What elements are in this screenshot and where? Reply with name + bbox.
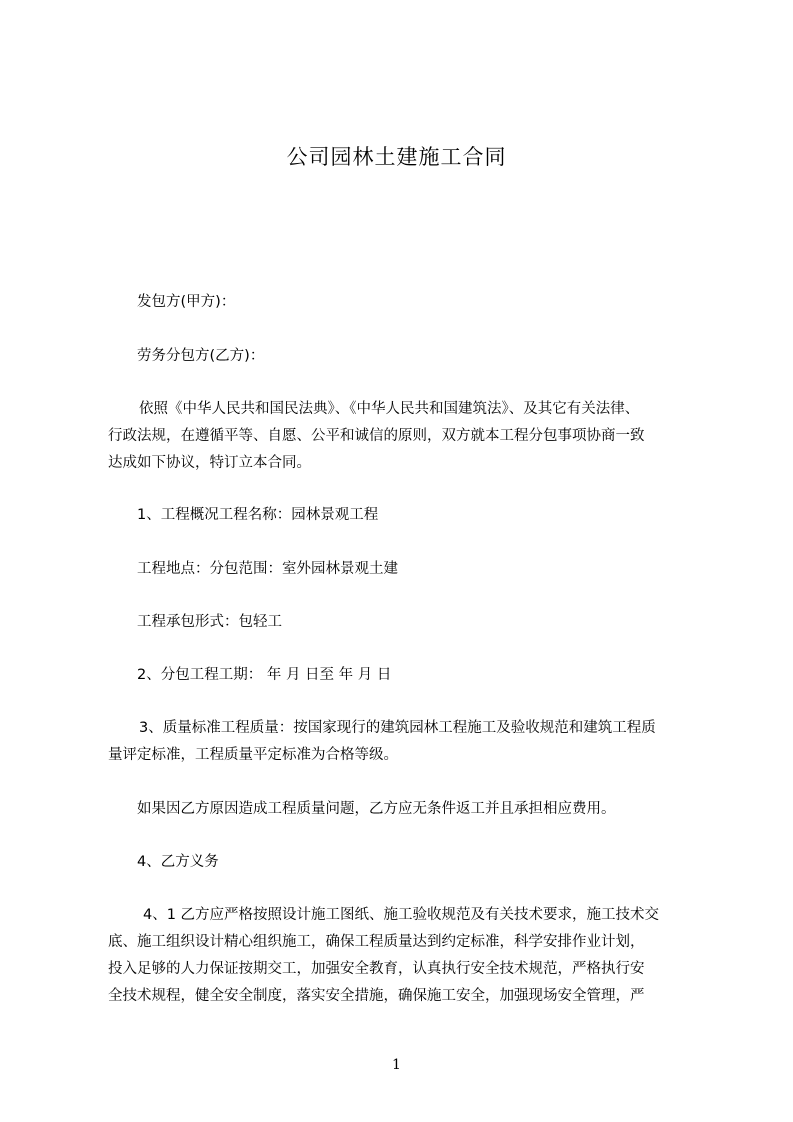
obligations-heading: 4、乙方义务	[137, 854, 219, 870]
quality-line-2: 量评定标准，工程质量平定标准为合格等级。	[108, 747, 398, 763]
party-b-line: 劳务分包方(乙方)：	[137, 348, 265, 364]
contract-form-line: 工程承包形式：包轻工	[137, 614, 282, 630]
obligation-line-2: 底、施工组织设计精心组织施工，确保工程质量达到约定标准，科学安排作业计划，	[108, 934, 645, 950]
project-name-line: 1、工程概况工程名称：园林景观工程	[137, 507, 379, 523]
document-title: 公司园林土建施工合同	[286, 145, 507, 169]
duration-line: 2、分包工程工期： 年 月 日至 年 月 日	[137, 667, 392, 683]
obligation-line-1: 4、1 乙方应严格按照设计施工图纸、施工验收规范及有关技术要求，施工技术交	[143, 907, 660, 923]
preamble-line-1: 依照《中华人民共和国民法典》、《中华人民共和国建筑法》、及其它有关法律、	[139, 401, 640, 417]
quality-line-1: 3、质量标准工程质量：按国家现行的建筑园林工程施工及验收规范和建筑工程质	[139, 720, 656, 736]
obligation-line-4: 全技术规程，健全安全制度，落实安全措施，确保施工安全，加强现场安全管理，严	[108, 988, 645, 1004]
party-a-line: 发包方(甲方)：	[137, 294, 236, 310]
quality-liability-line: 如果因乙方原因造成工程质量问题，乙方应无条件返工并且承担相应费用。	[137, 801, 616, 817]
preamble-line-3: 达成如下协议，特订立本合同。	[108, 455, 311, 471]
page-number: 1	[392, 1057, 401, 1073]
obligation-line-3: 投入足够的人力保证按期交工，加强安全教育，认真执行安全技术规范，严格执行安	[108, 961, 645, 977]
project-location-line: 工程地点：分包范围：室外园林景观土建	[137, 561, 398, 577]
preamble-line-2: 行政法规，在遵循平等、自愿、公平和诚信的原则，双方就本工程分包事项协商一致	[108, 428, 645, 444]
